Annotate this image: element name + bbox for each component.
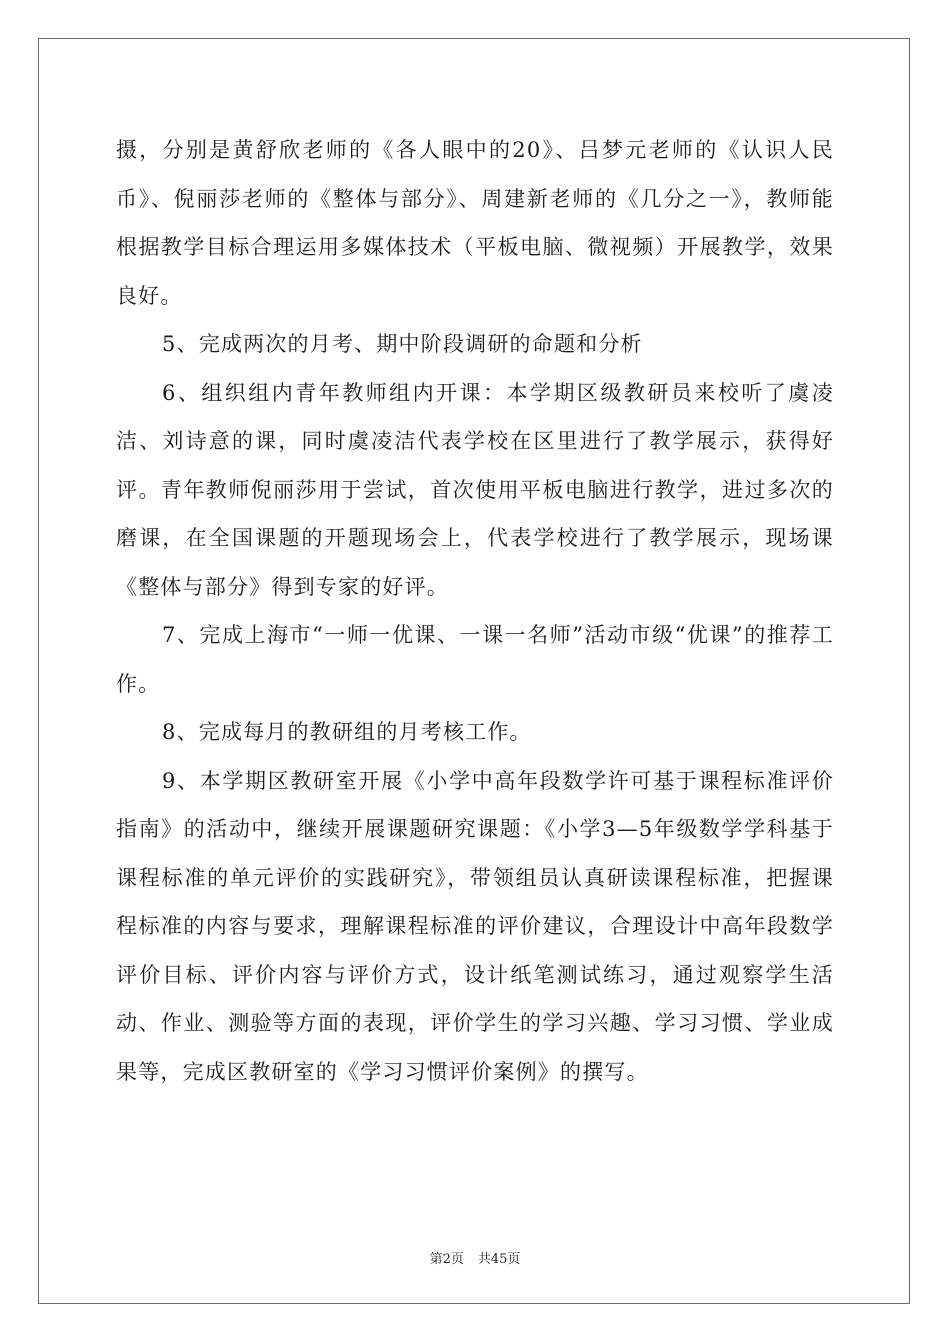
paragraph-item-9: 9、本学期区教研室开展《小学中高年段数学许可基于课程标准评价指南》的活动中，继续开展课题研究课题：《小学3—5年级数学学科基于课程标准的单元评价的实践研究》，带领组员认真研读课程标准，把握课程标准的内容与要求，理解课程标准的评价建议，合理设计中高年段数学评价目标、评价内容与评价方式，设计纸笔测试练习，通过观察学生活动、作业、测验等方面的表现，评价学生的学习兴趣、学习习惯、学业成果等，完成区教研室的《学习习惯评价案例》的撰写。 bbox=[116, 768, 834, 1084]
paragraph-item-6: 6、组织组内青年教师组内开课：本学期区级教研员来校听了虞凌洁、刘诗意的课，同时虞凌洁代表学校在区里进行了教学展示，获得好评。青年教师倪丽莎用于尝试，首次使用平板电脑进行教学，进过多次的磨课，在全国课题的开题现场会上，代表学校进行了教学展示，现场课《整体与部分》得到专家的好评。 bbox=[116, 380, 834, 599]
page-number: 第2页 bbox=[429, 1252, 464, 1267]
paragraph-item-8: 8、完成每月的教研组的月考核工作。 bbox=[162, 720, 532, 744]
paragraph-item-5: 5、完成两次的月考、期中阶段调研的命题和分析 bbox=[162, 332, 643, 356]
page-total: 共45页 bbox=[477, 1252, 521, 1267]
paragraph-item-7: 7、完成上海市“一师一优课、一课一名师”活动市级“优课”的推荐工作。 bbox=[116, 623, 834, 696]
paragraph-continuation: 摄，分别是黄舒欣老师的《各人眼中的20》、吕梦元老师的《认识人民币》、倪丽莎老师的《整体与部分》、周建新老师的《几分之一》，教师能根据教学目标合理运用多媒体技术（平板电脑、微视频）开展教学，效果良好。 bbox=[116, 138, 834, 308]
document-body bbox=[116, 126, 834, 1096]
page-footer bbox=[0, 1248, 950, 1267]
